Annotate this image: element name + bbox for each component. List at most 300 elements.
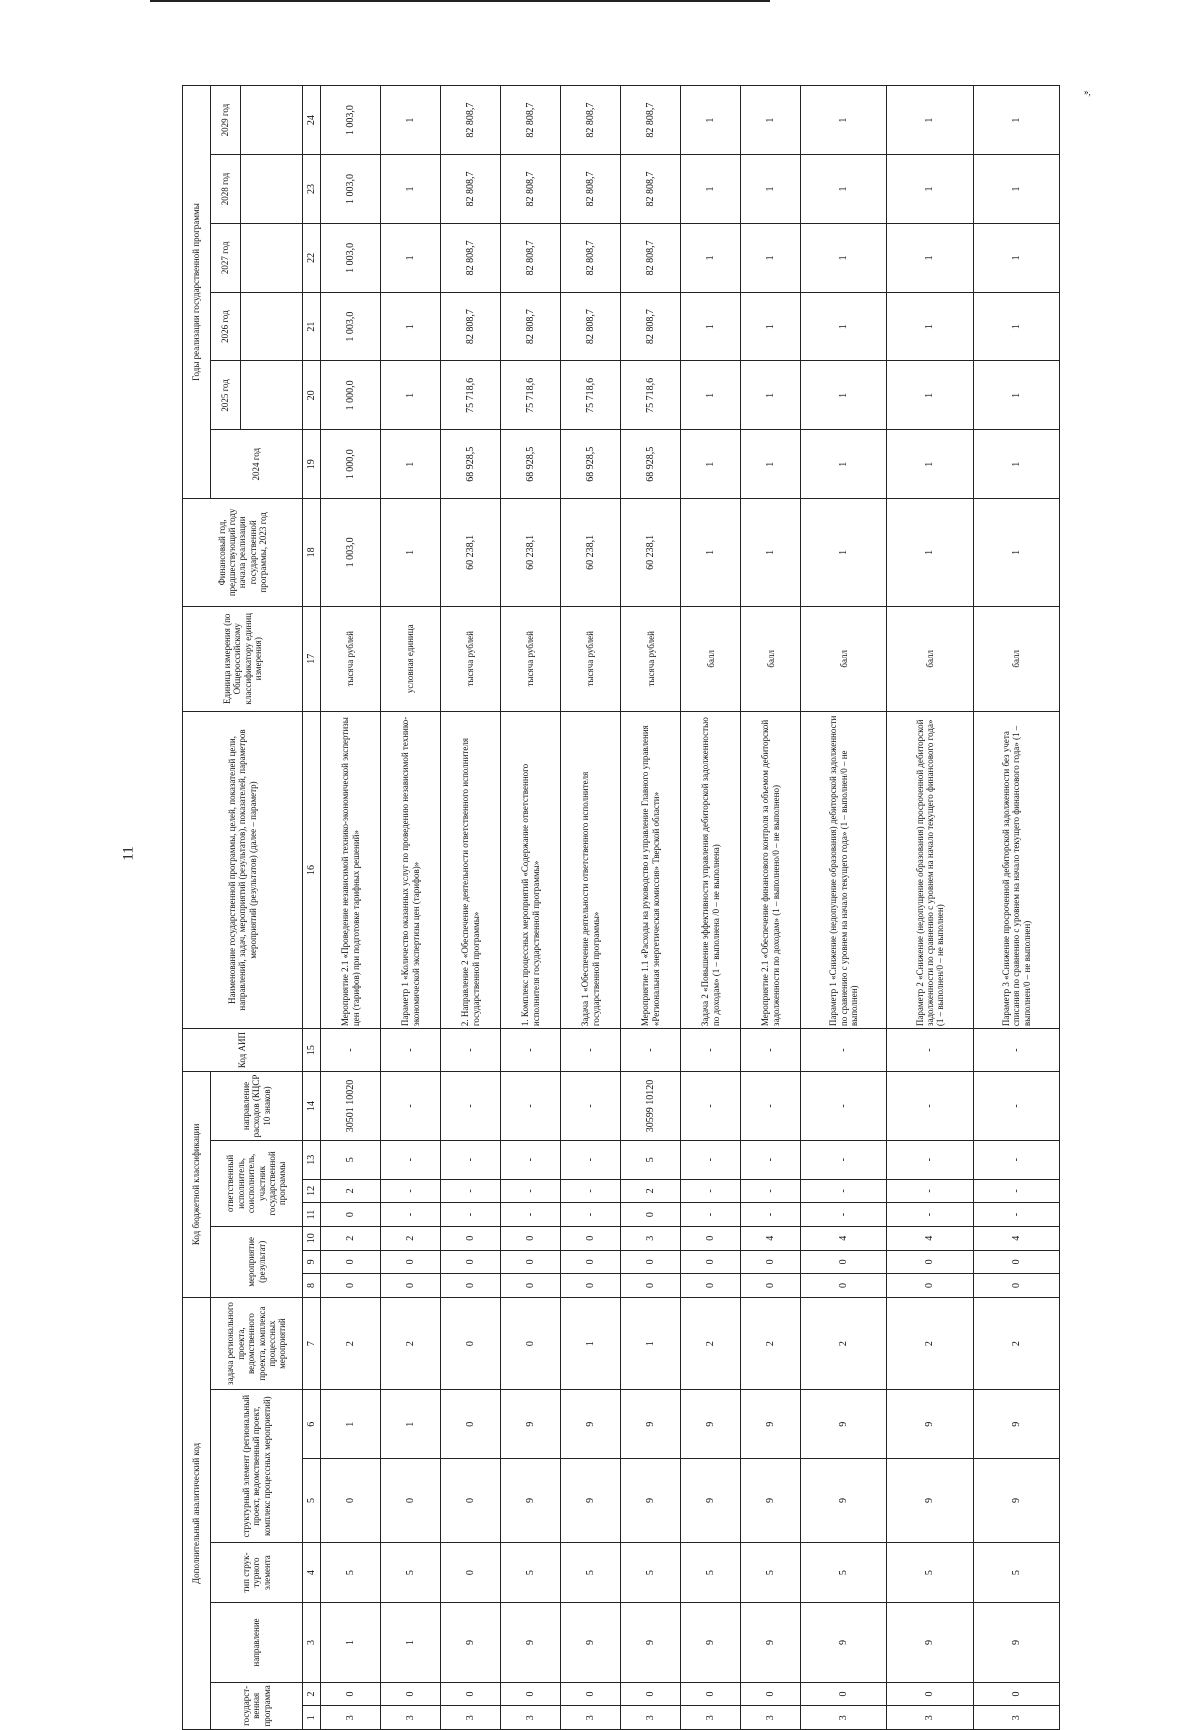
hdr-year-2028: 2028 год <box>211 155 241 224</box>
value-cell: 1 <box>887 155 973 224</box>
code-cell: - <box>887 1203 973 1227</box>
code-cell: - <box>973 1203 1059 1227</box>
name-cell: 2. Направление 2 «Обеспечение деятельности ответственного исполнителя государственной программы» <box>441 711 501 1028</box>
code-cell: - <box>801 1140 887 1179</box>
code-cell: 0 <box>441 1682 501 1706</box>
page-number: 11 <box>120 846 137 861</box>
code-cell: - <box>321 1029 381 1072</box>
value-cell: 60 238,1 <box>561 499 621 607</box>
code-cell: 3 <box>741 1706 801 1730</box>
code-cell: - <box>681 1179 741 1203</box>
code-cell: 5 <box>621 1140 681 1179</box>
code-cell: 3 <box>621 1706 681 1730</box>
column-number: 2 <box>303 1682 321 1706</box>
unit-cell: балл <box>681 606 741 711</box>
hdr-struct-type: тип струк-турного элемента <box>211 1542 303 1602</box>
value-cell: 1 003,0 <box>321 499 381 607</box>
value-cell: 1 003,0 <box>321 292 381 361</box>
code-cell: - <box>381 1072 441 1141</box>
column-number: 11 <box>303 1203 321 1227</box>
value-cell: 1 <box>741 86 801 155</box>
code-cell: 0 <box>501 1250 561 1274</box>
code-cell: 0 <box>681 1226 741 1250</box>
unit-cell: тысяча рублей <box>621 606 681 711</box>
code-cell: 9 <box>973 1603 1059 1683</box>
code-cell: 4 <box>973 1226 1059 1250</box>
code-cell: 9 <box>561 1390 621 1459</box>
code-cell: 9 <box>801 1459 887 1543</box>
value-cell: 1 <box>973 361 1059 430</box>
code-cell: 1 <box>321 1603 381 1683</box>
unit-cell: тысяча рублей <box>501 606 561 711</box>
code-cell: - <box>801 1203 887 1227</box>
unit-cell: балл <box>801 606 887 711</box>
code-cell: 0 <box>381 1682 441 1706</box>
value-cell: 82 808,7 <box>621 223 681 292</box>
code-cell: 9 <box>561 1603 621 1683</box>
value-cell: 1 <box>887 223 973 292</box>
corner-mark: », <box>1084 87 1091 97</box>
code-cell: - <box>381 1203 441 1227</box>
code-cell: - <box>441 1203 501 1227</box>
hdr-year-2026: 2026 год <box>211 292 241 361</box>
code-cell: - <box>801 1072 887 1141</box>
code-cell: 0 <box>561 1274 621 1298</box>
code-cell: 9 <box>441 1603 501 1683</box>
value-cell: 82 808,7 <box>621 155 681 224</box>
code-cell: - <box>681 1072 741 1141</box>
value-cell: 75 718,6 <box>441 361 501 430</box>
code-cell: - <box>973 1179 1059 1203</box>
value-cell: 75 718,6 <box>561 361 621 430</box>
rotated-table-wrapper <box>182 85 1060 1730</box>
code-cell: 0 <box>973 1682 1059 1706</box>
name-cell: Мероприятие 1.1 «Расходы на руководство и управление Главного управления «Региональная энергетическая комиссия» Тверской области» <box>621 711 681 1028</box>
code-cell: 0 <box>321 1682 381 1706</box>
value-cell: 1 <box>381 430 441 499</box>
code-cell: - <box>973 1140 1059 1179</box>
code-cell: - <box>887 1029 973 1072</box>
code-cell: 0 <box>561 1250 621 1274</box>
table-row <box>501 86 561 1730</box>
code-cell: 0 <box>621 1203 681 1227</box>
code-cell: 0 <box>741 1274 801 1298</box>
value-cell: 82 808,7 <box>621 292 681 361</box>
hdr-year-2029: 2029 год <box>211 86 241 155</box>
code-cell: 30501 10020 <box>321 1072 381 1141</box>
value-cell: 1 <box>801 86 887 155</box>
hdr-year-spacer <box>241 292 303 361</box>
code-cell: 4 <box>887 1226 973 1250</box>
column-number: 19 <box>303 430 321 499</box>
code-cell: 0 <box>801 1682 887 1706</box>
code-cell: - <box>381 1179 441 1203</box>
code-cell: - <box>887 1072 973 1141</box>
code-cell: 0 <box>501 1297 561 1390</box>
code-cell: - <box>801 1179 887 1203</box>
column-number: 21 <box>303 292 321 361</box>
hdr-task: задача регионального проекта, ведомственного проекта, комплекса процессных мероприятий <box>211 1297 303 1390</box>
code-cell: 9 <box>973 1390 1059 1459</box>
column-number: 6 <box>303 1390 321 1459</box>
code-cell: 0 <box>381 1459 441 1543</box>
column-number: 4 <box>303 1542 321 1602</box>
code-cell: 0 <box>441 1297 501 1390</box>
code-cell: 0 <box>501 1682 561 1706</box>
hdr-year-2027: 2027 год <box>211 223 241 292</box>
code-cell: 3 <box>501 1706 561 1730</box>
table-row <box>973 86 1059 1730</box>
value-cell: 82 808,7 <box>501 86 561 155</box>
table-row <box>381 86 441 1730</box>
value-cell: 1 <box>887 430 973 499</box>
code-cell: - <box>741 1140 801 1179</box>
hdr-years-group: Годы реализации государственной программы <box>183 86 211 499</box>
code-cell: - <box>973 1029 1059 1072</box>
value-cell: 75 718,6 <box>621 361 681 430</box>
column-number: 13 <box>303 1140 321 1179</box>
code-cell: - <box>887 1140 973 1179</box>
name-cell: Мероприятие 2.1 «Обеспечение финансового контроля за объемом дебиторской задолженности по доходам» (1 – выполнено/0 – не выполнено) <box>741 711 801 1028</box>
value-cell: 1 <box>887 499 973 607</box>
code-cell: 9 <box>621 1390 681 1459</box>
code-cell: 0 <box>321 1250 381 1274</box>
hdr-expense: направление расходов (КЦСР 10 знаков) <box>211 1072 303 1141</box>
code-cell: - <box>381 1029 441 1072</box>
value-cell: 1 <box>887 292 973 361</box>
code-cell: - <box>801 1029 887 1072</box>
code-cell: 1 <box>381 1390 441 1459</box>
code-cell: 2 <box>321 1179 381 1203</box>
name-cell: Параметр 3 «Снижение просроченной дебиторской задолженности без учета списания по сравнению с уровнем на начало текущего финансового года» (1 – выполнен/0 – не выполнен) <box>973 711 1059 1028</box>
code-cell: 3 <box>801 1706 887 1730</box>
column-number: 8 <box>303 1274 321 1298</box>
code-cell: 0 <box>621 1250 681 1274</box>
column-number: 9 <box>303 1250 321 1274</box>
value-cell: 60 238,1 <box>441 499 501 607</box>
code-cell: 0 <box>801 1274 887 1298</box>
value-cell: 82 808,7 <box>561 155 621 224</box>
code-cell: 5 <box>973 1542 1059 1602</box>
code-cell: - <box>681 1029 741 1072</box>
code-cell: - <box>741 1029 801 1072</box>
value-cell: 1 <box>381 499 441 607</box>
value-cell: 82 808,7 <box>561 292 621 361</box>
value-cell: 82 808,7 <box>441 223 501 292</box>
code-cell: - <box>973 1072 1059 1141</box>
value-cell: 1 <box>801 223 887 292</box>
code-cell: 5 <box>887 1542 973 1602</box>
code-cell: 3 <box>441 1706 501 1730</box>
value-cell: 1 <box>801 361 887 430</box>
value-cell: 1 003,0 <box>321 155 381 224</box>
code-cell: 0 <box>441 1274 501 1298</box>
code-cell: 0 <box>681 1274 741 1298</box>
code-cell: 3 <box>621 1226 681 1250</box>
code-cell: - <box>561 1072 621 1141</box>
code-cell: 0 <box>501 1226 561 1250</box>
code-cell: 9 <box>741 1459 801 1543</box>
code-cell: 0 <box>801 1250 887 1274</box>
code-cell: 5 <box>381 1542 441 1602</box>
value-cell: 1 <box>681 86 741 155</box>
value-cell: 60 238,1 <box>621 499 681 607</box>
code-cell: 0 <box>621 1682 681 1706</box>
code-cell: 9 <box>681 1459 741 1543</box>
value-cell: 68 928,5 <box>561 430 621 499</box>
hdr-program: государст-венная программа <box>211 1682 303 1729</box>
column-number: 18 <box>303 499 321 607</box>
table-row <box>321 86 381 1730</box>
code-cell: 9 <box>561 1459 621 1543</box>
value-cell: 1 <box>381 361 441 430</box>
code-cell: - <box>501 1072 561 1141</box>
value-cell: 1 <box>801 430 887 499</box>
value-cell: 1 <box>973 499 1059 607</box>
column-number: 15 <box>303 1029 321 1072</box>
code-cell: 2 <box>887 1297 973 1390</box>
code-cell: 9 <box>621 1603 681 1683</box>
table-row <box>801 86 887 1730</box>
value-cell: 1 <box>681 223 741 292</box>
code-cell: 3 <box>973 1706 1059 1730</box>
code-cell: 3 <box>381 1706 441 1730</box>
hdr-unit: Единица измерения (по Общероссийскому классификатору единиц измерения) <box>183 606 303 711</box>
value-cell: 1 <box>801 499 887 607</box>
code-cell: 9 <box>621 1459 681 1543</box>
column-number: 22 <box>303 223 321 292</box>
code-cell: 2 <box>321 1226 381 1250</box>
code-cell: - <box>887 1179 973 1203</box>
code-cell: 2 <box>973 1297 1059 1390</box>
value-cell: 1 <box>801 292 887 361</box>
value-cell: 1 <box>973 86 1059 155</box>
value-cell: 1 000,0 <box>321 430 381 499</box>
table-row <box>561 86 621 1730</box>
value-cell: 1 <box>381 223 441 292</box>
column-number: 14 <box>303 1072 321 1141</box>
code-cell: 0 <box>441 1250 501 1274</box>
hdr-aip-code: Код АИП <box>183 1029 303 1072</box>
value-cell: 1 <box>381 292 441 361</box>
code-cell: 0 <box>381 1250 441 1274</box>
code-cell: 1 <box>321 1390 381 1459</box>
code-cell: 0 <box>681 1682 741 1706</box>
code-cell: - <box>681 1140 741 1179</box>
hdr-direction: направление <box>211 1603 303 1683</box>
code-cell: - <box>441 1179 501 1203</box>
code-cell: - <box>501 1029 561 1072</box>
value-cell: 82 808,7 <box>561 223 621 292</box>
column-number: 20 <box>303 361 321 430</box>
table-body <box>321 86 1060 1730</box>
code-cell: 9 <box>887 1390 973 1459</box>
column-number: 17 <box>303 606 321 711</box>
code-cell: - <box>501 1179 561 1203</box>
value-cell: 1 <box>381 155 441 224</box>
value-cell: 1 <box>681 499 741 607</box>
code-cell: - <box>741 1179 801 1203</box>
hdr-budget-code: Код бюджетной классификации <box>183 1072 211 1298</box>
hdr-executor: ответственный исполнитель, соисполнитель, участник государственной программы <box>211 1140 303 1226</box>
value-cell: 1 <box>741 223 801 292</box>
value-cell: 1 003,0 <box>321 86 381 155</box>
code-cell: 1 <box>561 1297 621 1390</box>
code-cell: 0 <box>441 1459 501 1543</box>
code-cell: 3 <box>887 1706 973 1730</box>
column-number: 23 <box>303 155 321 224</box>
code-cell: 0 <box>441 1390 501 1459</box>
code-cell: 9 <box>501 1390 561 1459</box>
value-cell: 1 <box>741 361 801 430</box>
code-cell: 0 <box>321 1203 381 1227</box>
value-cell: 1 <box>741 292 801 361</box>
column-number: 12 <box>303 1179 321 1203</box>
code-cell: 2 <box>741 1297 801 1390</box>
code-cell: 2 <box>801 1297 887 1390</box>
unit-cell: балл <box>973 606 1059 711</box>
top-border-line <box>150 0 770 2</box>
table-row <box>681 86 741 1730</box>
code-cell: 0 <box>381 1274 441 1298</box>
value-cell: 68 928,5 <box>441 430 501 499</box>
code-cell: 4 <box>741 1226 801 1250</box>
column-number-row <box>303 86 321 1730</box>
code-cell: - <box>441 1140 501 1179</box>
value-cell: 1 <box>741 430 801 499</box>
value-cell: 82 808,7 <box>501 292 561 361</box>
name-cell: Мероприятие 2.1 «Проведение независимой технико-экономической экспертизы цен (тарифов) при подготовке тарифных решений» <box>321 711 381 1028</box>
value-cell: 1 003,0 <box>321 223 381 292</box>
unit-cell: тысяча рублей <box>561 606 621 711</box>
code-cell: 0 <box>887 1682 973 1706</box>
column-number: 24 <box>303 86 321 155</box>
column-number: 5 <box>303 1459 321 1543</box>
code-cell: 9 <box>887 1603 973 1683</box>
value-cell: 68 928,5 <box>501 430 561 499</box>
code-cell: 0 <box>887 1274 973 1298</box>
program-table <box>182 85 1060 1730</box>
code-cell: 5 <box>801 1542 887 1602</box>
value-cell: 1 <box>973 430 1059 499</box>
code-cell: 2 <box>381 1297 441 1390</box>
value-cell: 1 <box>973 155 1059 224</box>
hdr-year-2024: 2024 год <box>211 430 303 499</box>
value-cell: 82 808,7 <box>561 86 621 155</box>
code-cell: 2 <box>681 1297 741 1390</box>
code-cell: 2 <box>381 1226 441 1250</box>
code-cell: 5 <box>321 1140 381 1179</box>
code-cell: - <box>501 1140 561 1179</box>
code-cell: 0 <box>741 1682 801 1706</box>
hdr-event: мероприятие (результат) <box>211 1226 303 1297</box>
value-cell: 75 718,6 <box>501 361 561 430</box>
code-cell: 0 <box>501 1274 561 1298</box>
code-cell: 0 <box>441 1226 501 1250</box>
code-cell: 2 <box>321 1297 381 1390</box>
code-cell: - <box>561 1179 621 1203</box>
hdr-year-spacer <box>241 155 303 224</box>
value-cell: 1 <box>681 155 741 224</box>
hdr-name: Наименование государственной программы, целей, показателей цели, направлений, задач, мероприятий (результатов), показателей, параметров мероприятий (результатов) (далее – параметр) <box>183 711 303 1028</box>
value-cell: 1 <box>681 430 741 499</box>
unit-cell: тысяча рублей <box>321 606 381 711</box>
code-cell: 0 <box>887 1250 973 1274</box>
code-cell: 9 <box>801 1603 887 1683</box>
code-cell: 9 <box>741 1390 801 1459</box>
name-cell: 1. Комплекс процессных мероприятий «Содержание ответственного исполнителя государственной программы» <box>501 711 561 1028</box>
value-cell: 82 808,7 <box>621 86 681 155</box>
code-cell: 5 <box>321 1542 381 1602</box>
code-cell: 0 <box>973 1250 1059 1274</box>
column-number: 3 <box>303 1603 321 1683</box>
code-cell: - <box>501 1203 561 1227</box>
code-cell: - <box>621 1029 681 1072</box>
code-cell: 0 <box>321 1459 381 1543</box>
code-cell: 9 <box>681 1603 741 1683</box>
value-cell: 60 238,1 <box>501 499 561 607</box>
code-cell: 9 <box>973 1459 1059 1543</box>
hdr-year-2025: 2025 год <box>211 361 241 430</box>
code-cell: 0 <box>621 1274 681 1298</box>
value-cell: 1 <box>973 223 1059 292</box>
code-cell: - <box>441 1029 501 1072</box>
hdr-year-spacer <box>241 361 303 430</box>
code-cell: 30599 10120 <box>621 1072 681 1141</box>
code-cell: 3 <box>561 1706 621 1730</box>
code-cell: 0 <box>973 1274 1059 1298</box>
value-cell: 1 <box>741 155 801 224</box>
code-cell: - <box>561 1203 621 1227</box>
code-cell: - <box>561 1029 621 1072</box>
code-cell: 0 <box>681 1250 741 1274</box>
column-number: 1 <box>303 1706 321 1730</box>
value-cell: 1 <box>801 155 887 224</box>
value-cell: 82 808,7 <box>441 155 501 224</box>
code-cell: 5 <box>561 1542 621 1602</box>
value-cell: 82 808,7 <box>501 223 561 292</box>
hdr-struct-elem: структурный элемент (региональный проект, ведомственный проект, комплекс процессных мероприятий) <box>211 1390 303 1543</box>
code-cell: 5 <box>501 1542 561 1602</box>
code-cell: 9 <box>681 1390 741 1459</box>
value-cell: 1 000,0 <box>321 361 381 430</box>
name-cell: Параметр 1 «Количество оказанных услуг по проведению независимой технико-экономической экспертизы цен (тарифов)» <box>381 711 441 1028</box>
value-cell: 1 <box>741 499 801 607</box>
code-cell: 0 <box>321 1274 381 1298</box>
value-cell: 68 928,5 <box>621 430 681 499</box>
value-cell: 82 808,7 <box>441 292 501 361</box>
table-row <box>741 86 801 1730</box>
table-row <box>887 86 973 1730</box>
value-cell: 82 808,7 <box>441 86 501 155</box>
code-cell: - <box>561 1140 621 1179</box>
table-row <box>441 86 501 1730</box>
code-cell: 5 <box>681 1542 741 1602</box>
code-cell: 0 <box>561 1682 621 1706</box>
hdr-year-spacer <box>241 86 303 155</box>
code-cell: - <box>381 1140 441 1179</box>
value-cell: 1 <box>381 86 441 155</box>
code-cell: - <box>441 1072 501 1141</box>
code-cell: 1 <box>621 1297 681 1390</box>
value-cell: 1 <box>681 292 741 361</box>
code-cell: 0 <box>441 1542 501 1602</box>
code-cell: 9 <box>741 1603 801 1683</box>
value-cell: 1 <box>887 86 973 155</box>
unit-cell: балл <box>887 606 973 711</box>
hdr-year-spacer <box>241 223 303 292</box>
code-cell: 9 <box>887 1459 973 1543</box>
